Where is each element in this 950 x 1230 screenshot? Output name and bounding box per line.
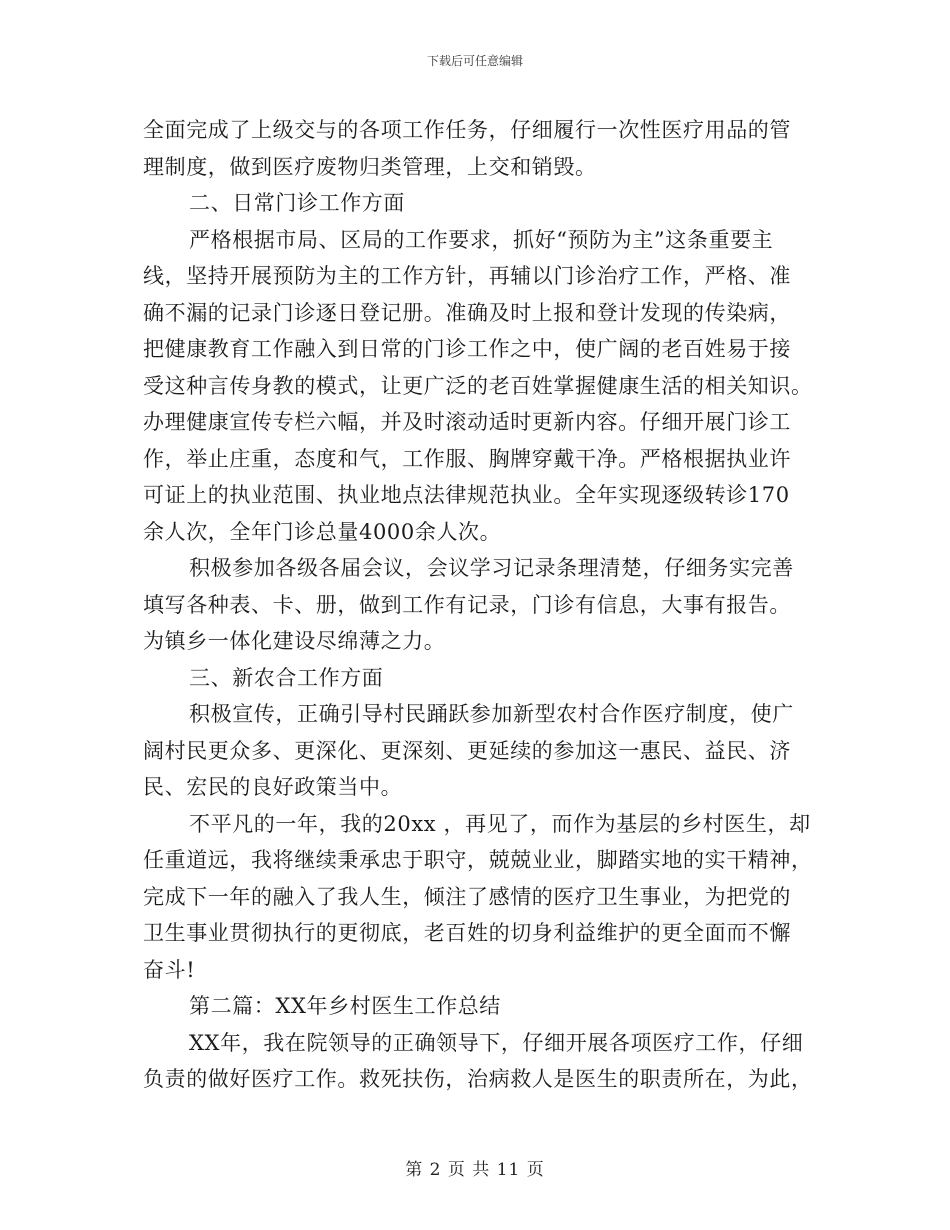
text-line: 确不漏的记录门诊逐日登记册。准确及时上报和登计发现的传染病， [143,300,791,325]
page-number: 第 2 页 共 11 页 [405,1160,545,1180]
text-line: 积极宣传，正确引导村民踊跃参加新型农村合作医疗制度，使广 [189,702,794,726]
section-heading: 三、新农合工作方面 [189,665,384,690]
document-body [143,112,813,1098]
text-line: 理制度，做到医疗废物归类管理，上交和销毁。 [143,154,597,179]
text-line: 为镇乡一体化建设尽绵薄之力。 [143,629,446,653]
text-line: 负责的做好医疗工作。救死扶伤，治病救人是医生的职责所在，为此， [143,1067,813,1091]
text-line: XX年，我在院领导的正确领导下，仔细开展各项医疗工作，仔细 [189,1030,804,1055]
text-line: 全面完成了上级交与的各项工作任务，仔细履行一次性医疗用品的管 [143,118,791,142]
text-line: 积极参加各级各届会议，会议学习记录条理清楚，仔细务实完善 [189,556,794,580]
text-line: 线，坚持开展预防为主的工作方针，再辅以门诊治疗工作，严格、准 [143,264,791,288]
text-line: 阔村民更众多、更深化、更深刻、更延续的参加这一惠民、益民、济 [143,738,791,763]
text-line: 可证上的执业范围、执业地点法律规范执业。全年实现逐级转诊170 [143,483,790,507]
text-line: 受这种言传身教的模式，让更广泛的老百姓掌握健康生活的相关知识。 [143,373,813,398]
text-line: 卫生事业贯彻执行的更彻底，老百姓的切身利益维护的更全面而不懈 [143,921,791,945]
text-line: 余人次，全年门诊总量4000余人次。 [143,519,502,544]
text-line: 办理健康宣传专栏六幅，并及时滚动适时更新内容。仔细开展门诊工 [143,410,791,434]
text-line: 作，举止庄重，态度和气，工作服、胸牌穿戴干净。严格根据执业许 [143,446,791,471]
text-line: 把健康教育工作融入到日常的门诊工作之中，使广阔的老百姓易于接 [143,337,791,361]
section-heading: 第二篇：XX年乡村医生工作总结 [189,994,501,1018]
text-line: 严格根据市局、区局的工作要求，抓好“预防为主”这条重要主 [189,227,774,252]
section-heading: 二、日常门诊工作方面 [189,191,405,215]
page-header: 下载后可任意编辑 [426,54,523,68]
text-line: 奋斗! [143,957,196,982]
text-line: 填写各种表、卡、册，做到工作有记录，门诊有信息，大事有报告。 [143,592,791,617]
text-line: 任重道远，我将继续秉承忠于职守，兢兢业业，脚踏实地的实干精神， [143,848,813,872]
text-line: 不平凡的一年，我的20xx ，再见了，而作为基层的乡村医生，却 [189,811,811,836]
text-line: 民、宏民的良好政策当中。 [143,775,403,799]
text-line: 完成下一年的融入了我人生，倾注了感情的医疗卫生事业，为把党的 [143,884,791,909]
